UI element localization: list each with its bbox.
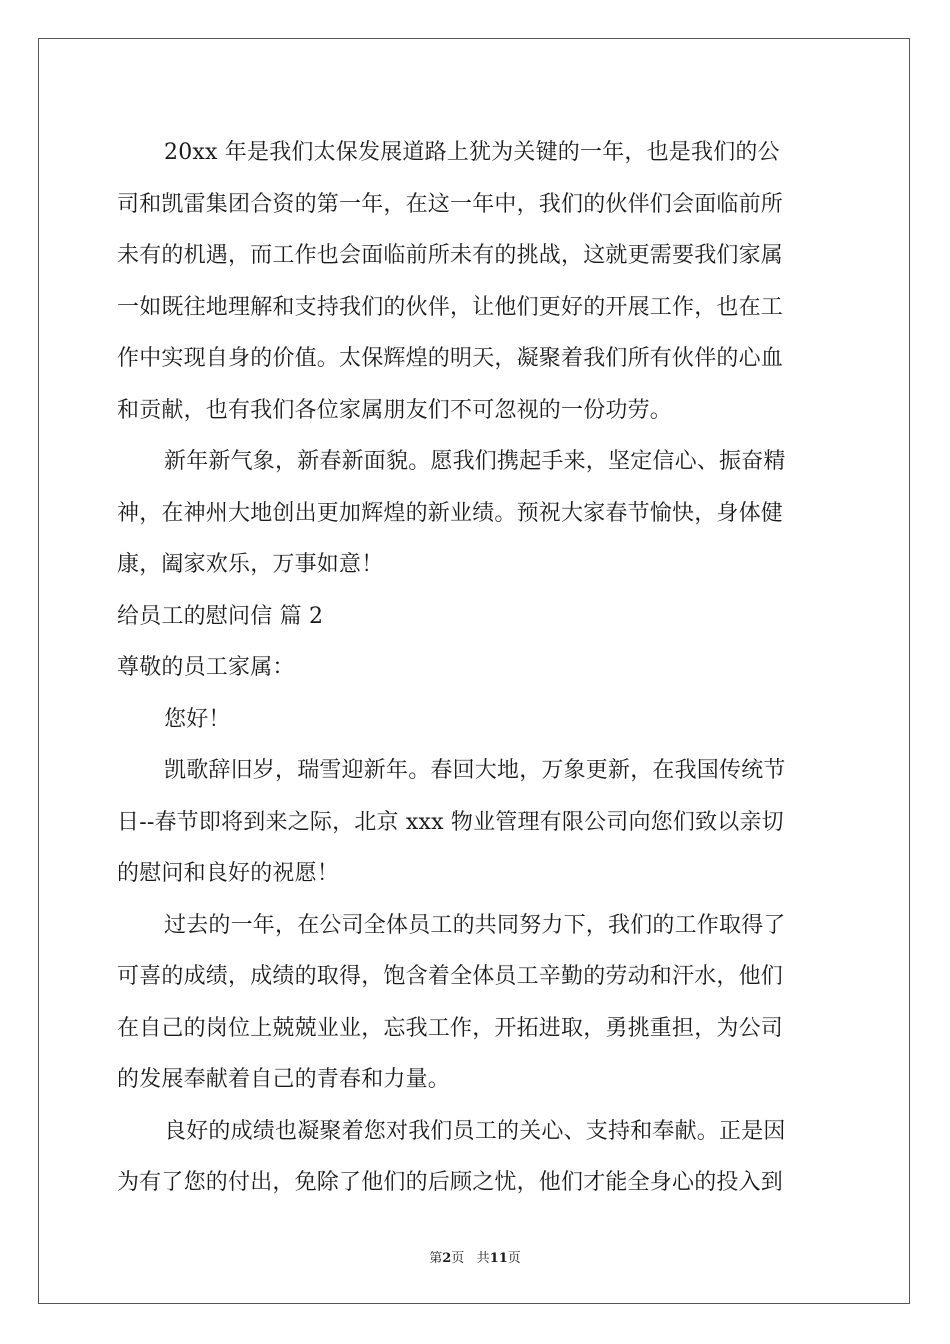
paragraph-line: 日--春节即将到来之际，北京 xxx 物业管理有限公司向您们致以亲切 xyxy=(117,809,784,835)
paragraph-line: 过去的一年，在公司全体员工的共同努力下，我们的工作取得了 xyxy=(164,912,786,938)
paragraph-line: 良好的成绩也凝聚着您对我们员工的关心、支持和奉献。正是因 xyxy=(164,1118,786,1144)
paragraph-line: 康，阖家欢乐，万事如意！ xyxy=(117,552,384,577)
salutation: 尊敬的员工家属： xyxy=(117,655,295,680)
paragraph-line: 20xx 年是我们太保发展道路上犹为关键的一年，也是我们的公 xyxy=(164,140,780,165)
paragraph-line: 为有了您的付出，免除了他们的后顾之忧，他们才能全身心的投入到 xyxy=(117,1170,784,1195)
paragraph-line: 一如既往地理解和支持我们的伙伴，让他们更好的开展工作，也在工 xyxy=(117,294,784,320)
paragraph-line: 神，在神州大地创出更加辉煌的新业绩。预祝大家春节愉快，身体健 xyxy=(117,500,784,526)
section-heading: 给员工的慰问信 篇 2 xyxy=(117,603,324,629)
paragraph-line: 在自己的岗位上兢兢业业，忘我工作，开拓进取，勇挑重担，为公司 xyxy=(117,1015,784,1041)
greeting: 您好！ xyxy=(164,706,231,732)
paragraph-line: 可喜的成绩，成绩的取得，饱含着全体员工辛勤的劳动和汗水，他们 xyxy=(117,964,784,989)
page-suffix: 页 xyxy=(451,1251,465,1266)
paragraph-line: 司和凯雷集团合资的第一年，在这一年中，我们的伙伴们会面临前所 xyxy=(117,191,784,217)
paragraph-line: 和贡献，也有我们各位家属朋友们不可忽视的一份功劳。 xyxy=(117,397,673,423)
page-prefix: 第 xyxy=(429,1251,443,1266)
total-suffix: 页 xyxy=(507,1251,521,1266)
page-number: 2 xyxy=(442,1251,452,1266)
total-prefix: 共 xyxy=(476,1251,490,1266)
total-pages: 11 xyxy=(489,1251,508,1266)
paragraph-line: 未有的机遇，而工作也会面临前所未有的挑战，这就更需要我们家属 xyxy=(117,243,784,268)
paragraph-line: 凯歌辞旧岁，瑞雪迎新年。春回大地，万象更新，在我国传统节 xyxy=(164,758,786,783)
paragraph-line: 新年新气象，新春新面貌。愿我们携起手来，坚定信心、振奋精 xyxy=(164,449,786,474)
paragraph-line: 的慰问和良好的祝愿！ xyxy=(117,861,340,886)
paragraph-line: 作中实现自身的价值。太保辉煌的明天，凝聚着我们所有伙伴的心血 xyxy=(117,346,784,371)
page-footer xyxy=(0,1247,950,1266)
document-body xyxy=(117,127,833,1209)
paragraph-line: 的发展奉献着自己的青春和力量。 xyxy=(117,1067,451,1092)
